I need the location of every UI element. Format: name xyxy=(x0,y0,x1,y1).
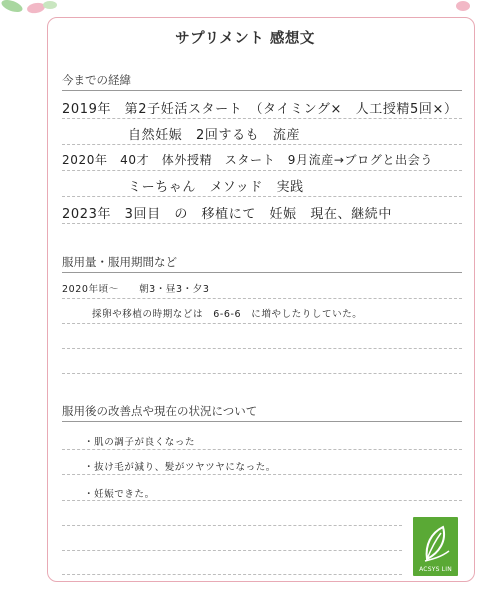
divider xyxy=(62,90,462,91)
after-section-label: 服用後の改善点や現在の状況について xyxy=(62,404,258,418)
divider xyxy=(62,421,462,422)
ruled-line xyxy=(62,196,462,197)
ruled-line xyxy=(62,170,462,171)
ruled-line xyxy=(62,298,462,299)
after-line-1: ・肌の調子が良くなった xyxy=(84,437,196,448)
history-section-label: 今までの経緯 xyxy=(62,73,131,87)
brand-logo xyxy=(413,517,458,576)
leaf-logo-icon xyxy=(413,519,458,567)
ruled-line xyxy=(62,449,462,450)
ruled-line xyxy=(62,348,462,349)
ruled-line xyxy=(62,525,402,526)
history-line-1: 2019年 第2子妊活スタート （タイミング× 人工授精5回×） xyxy=(62,102,458,117)
ruled-line xyxy=(62,373,462,374)
ruled-line xyxy=(62,118,462,119)
ruled-line xyxy=(62,223,462,224)
ruled-line xyxy=(62,144,462,145)
history-line-5: 2023年 3回目 の 移植にて 妊娠 現在、継続中 xyxy=(62,207,392,222)
after-line-3: ・妊娠できた。 xyxy=(84,489,155,500)
logo-text: ACSYS LIN xyxy=(419,566,452,573)
dosage-line-2: 採卵や移植の時期などは 6-6-6 に増やしたりしていた。 xyxy=(92,309,363,320)
ruled-line xyxy=(62,500,462,501)
history-line-4: ミーちゃん メソッド 実践 xyxy=(128,180,304,195)
ruled-line xyxy=(62,323,462,324)
petal-decoration-icon xyxy=(454,0,472,14)
dosage-section-label: 服用量・服用期間など xyxy=(62,255,177,269)
after-line-2: ・抜け毛が減り、髪がツヤツヤになった。 xyxy=(84,462,276,473)
divider xyxy=(62,272,462,273)
history-line-3: 2020年 40才 体外授精 スタート 9月流産→ブログと出会う xyxy=(62,153,433,167)
ruled-line xyxy=(62,574,402,575)
ruled-line xyxy=(62,550,402,551)
history-line-2: 自然妊娠 2回するも 流産 xyxy=(128,128,301,143)
page-title: サプリメント 感想文 xyxy=(175,31,315,47)
dosage-line-1: 2020年頃〜 朝3・昼3・夕3 xyxy=(62,284,210,295)
ruled-line xyxy=(62,474,462,475)
